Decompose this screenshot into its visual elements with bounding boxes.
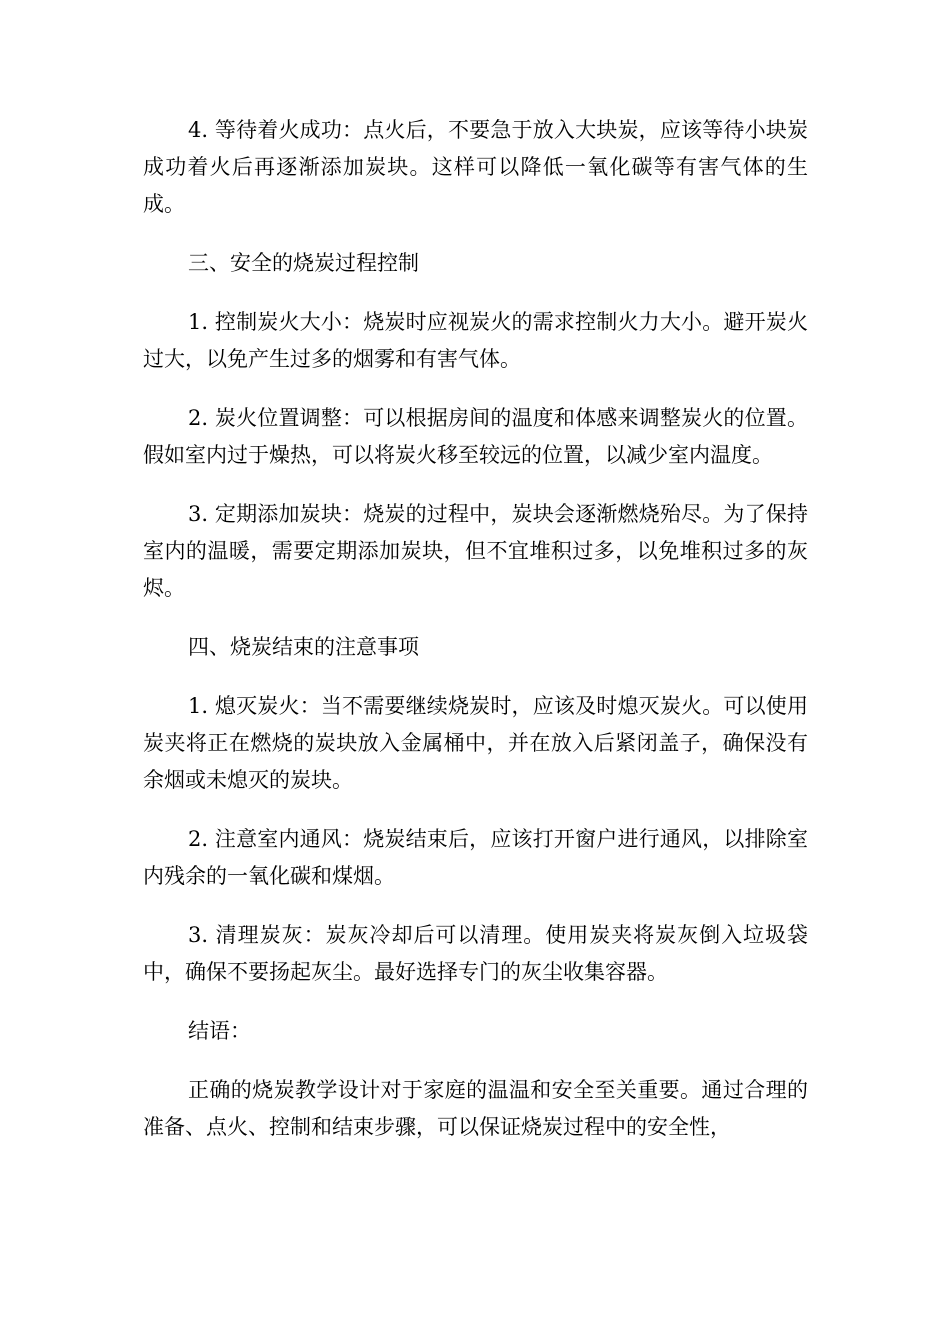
section-heading-ending-notes: 四、烧炭结束的注意事项 xyxy=(188,635,419,659)
document-body xyxy=(143,112,808,1168)
section-heading-process-control: 三、安全的烧炭过程控制 xyxy=(188,251,419,275)
paragraph-conclusion: 正确的烧炭教学设计对于家庭的温温和安全至关重要。通过合理的准备、点火、控制和结束步骤，可以保证烧炭过程中的安全性， xyxy=(143,1078,808,1139)
paragraph-ventilation: 2. 注意室内通风：烧炭结束后，应该打开窗户进行通风，以排除室内残余的一氧化碳和煤烟。 xyxy=(143,827,808,888)
paragraph-wait-ignition: 4. 等待着火成功：点火后，不要急于放入大块炭，应该等待小块炭成功着火后再逐渐添加炭块。这样可以降低一氧化碳等有害气体的生成。 xyxy=(143,118,808,216)
section-heading-conclusion: 结语： xyxy=(188,1019,251,1043)
paragraph-control-fire-size: 1. 控制炭火大小：烧炭时应视炭火的需求控制火力大小。避开炭火过大，以免产生过多的烟雾和有害气体。 xyxy=(143,310,808,371)
paragraph-clean-ash: 3. 清理炭灰：炭灰冷却后可以清理。使用炭夹将炭灰倒入垃圾袋中，确保不要扬起灰尘。最好选择专门的灰尘收集容器。 xyxy=(143,923,808,984)
paragraph-add-charcoal: 3. 定期添加炭块：烧炭的过程中，炭块会逐渐燃烧殆尽。为了保持室内的温暖，需要定期添加炭块，但不宜堆积过多，以免堆积过多的灰烬。 xyxy=(143,502,808,600)
paragraph-fire-position: 2. 炭火位置调整：可以根据房间的温度和体感来调整炭火的位置。假如室内过于燥热，可以将炭火移至较远的位置，以减少室内温度。 xyxy=(143,406,808,467)
paragraph-extinguish-fire: 1. 熄灭炭火：当不需要继续烧炭时，应该及时熄灭炭火。可以使用炭夹将正在燃烧的炭块放入金属桶中，并在放入后紧闭盖子，确保没有余烟或未熄灭的炭块。 xyxy=(143,694,808,792)
